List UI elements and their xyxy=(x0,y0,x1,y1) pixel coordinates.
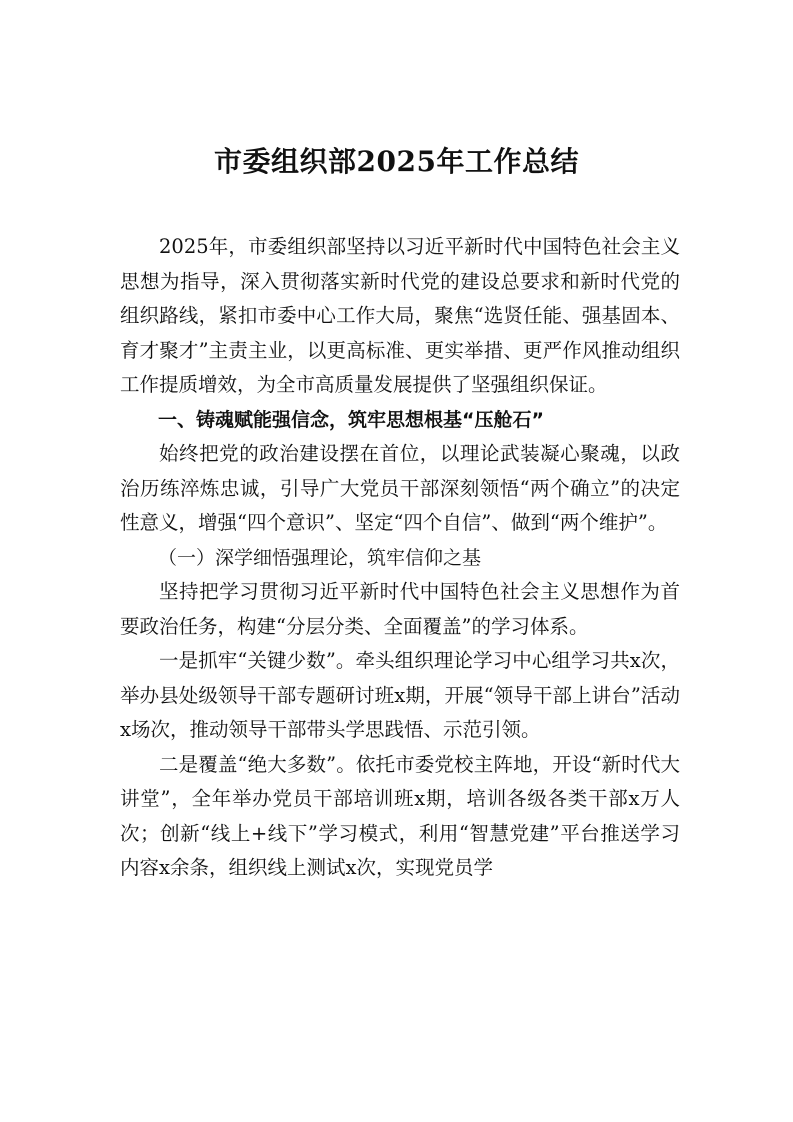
document-body xyxy=(120,230,680,886)
document-title: 市委组织部2025年工作总结 xyxy=(214,145,579,178)
point-1-paragraph: 一是抓牢“关键少数”。牵头组织理论学习中心组学习共x次，举办县处级领导干部专题研讨班x期，开展“领导干部上讲台”活动x场次，推动领导干部带头学思践悟、示范引领。 xyxy=(120,649,680,741)
intro-paragraph: 2025年，市委组织部坚持以习近平新时代中国特色社会主义思想为指导，深入贯彻落实新时代党的建设总要求和新时代党的组织路线，紧扣市委中心工作大局，聚焦“选贤任能、强基固本、育才聚才”主责主业，以更高标准、更实举措、更严作风推动组织工作提质增效，为全市高质量发展提供了坚强组织保证。 xyxy=(120,235,680,396)
point-2-paragraph: 二是覆盖“绝大多数”。依托市委党校主阵地，开设“新时代大讲堂”，全年举办党员干部培训班x期，培训各级各类干部x万人次；创新“线上+线下”学习模式，利用“智慧党建”平台推送学习内容x余条，组织线上测试x次，实现党员学 xyxy=(120,752,680,879)
subsection-heading-1: （一）深学细悟强理论，筑牢信仰之基 xyxy=(158,546,482,569)
section-1-paragraph: 始终把党的政治建设摆在首位，以理论武装凝心聚魂，以政治历练淬炼忠诚，引导广大党员干部深刻领悟“两个确立”的决定性意义，增强“四个意识”、坚定“四个自信”、做到“两个维护”。 xyxy=(120,442,680,534)
section-heading-1: 一、铸魂赋能强信念，筑牢思想根基“压舱石” xyxy=(158,408,544,431)
subsection-1-paragraph: 坚持把学习贯彻习近平新时代中国特色社会主义思想作为首要政治任务，构建“分层分类、全面覆盖”的学习体系。 xyxy=(120,580,680,638)
